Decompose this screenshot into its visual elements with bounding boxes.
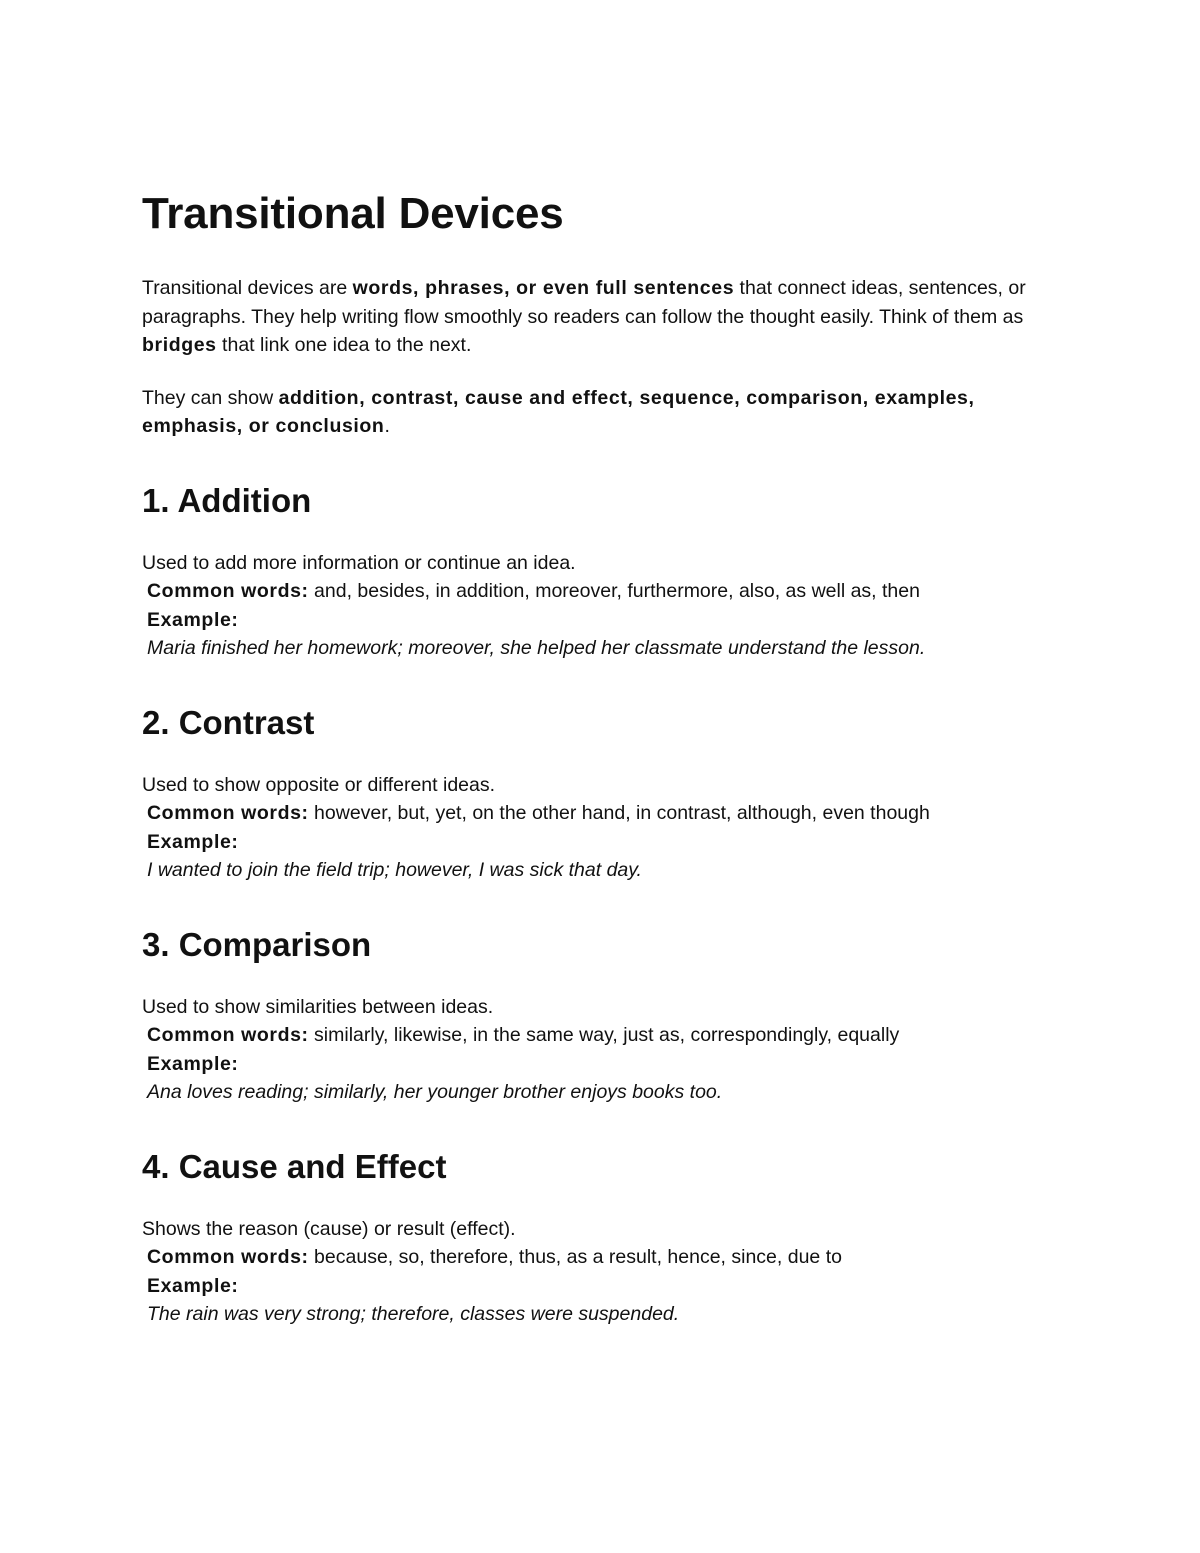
common-words-label: Common words: (147, 802, 309, 824)
functions-text: . (384, 415, 390, 437)
intro-bold-text: words, phrases, or even full sentences (352, 277, 735, 299)
section-heading: 1. Addition (142, 481, 312, 519)
example-sentence: The rain was very strong; therefore, classes were suspended. (147, 1303, 680, 1325)
example-label-line (142, 606, 1042, 635)
intro-bold-text: bridges (142, 334, 217, 356)
example-label: Example: (147, 1052, 239, 1075)
common-words-line (142, 577, 1042, 606)
example-sentence: Ana loves reading; similarly, her younger brother enjoys books too. (147, 1081, 723, 1103)
common-words-line (142, 1021, 1042, 1050)
section-addition (142, 479, 1042, 663)
intro-text: that link one idea to the next. (216, 334, 472, 356)
common-words-list: however, but, yet, on the other hand, in contrast, although, even though (308, 802, 930, 824)
functions-text: They can show (142, 386, 279, 409)
section-heading: 4. Cause and Effect (142, 1147, 447, 1185)
example-label: Example: (147, 830, 239, 853)
example-label-line (142, 1050, 1042, 1079)
common-words-line (142, 799, 1042, 828)
example-label: Example: (147, 608, 239, 631)
section-description: Shows the reason (cause) or result (effect). (142, 1217, 516, 1240)
example-sentence: I wanted to join the field trip; however, I was sick that day. (147, 859, 642, 881)
intro-text: Transitional devices are (142, 277, 353, 299)
section-contrast (142, 701, 1042, 885)
page-title: Transitional Devices (142, 189, 564, 238)
functions-paragraph (142, 384, 1042, 441)
intro-text: that connect ideas, sentences, or paragraphs. They help writing flow smoothly so readers can follow the thought easily. Think of them as (142, 277, 1026, 328)
common-words-list: because, so, therefore, thus, as a result, hence, since, due to (308, 1246, 842, 1268)
section-comparison (142, 923, 1042, 1107)
example-label-line (142, 828, 1042, 857)
example-sentence: Maria finished her homework; moreover, she helped her classmate understand the lesson. (147, 637, 926, 659)
document-page (142, 188, 1042, 1329)
intro-paragraph (142, 274, 1042, 360)
section-cause-and-effect (142, 1145, 1042, 1329)
common-words-label: Common words: (147, 1024, 309, 1046)
example-label: Example: (147, 1274, 239, 1297)
functions-bold-text: addition, contrast, cause and effect, sequence, comparison, examples, emphasis, or conclusion (142, 386, 975, 437)
common-words-label: Common words: (147, 1246, 309, 1268)
common-words-label: Common words: (147, 580, 309, 602)
section-description: Used to show similarities between ideas. (142, 995, 494, 1018)
common-words-line (142, 1243, 1042, 1272)
section-heading: 2. Contrast (142, 703, 315, 741)
common-words-list: and, besides, in addition, moreover, furthermore, also, as well as, then (308, 580, 920, 602)
section-description: Used to show opposite or different ideas. (142, 773, 496, 796)
section-heading: 3. Comparison (142, 925, 372, 963)
common-words-list: similarly, likewise, in the same way, just as, correspondingly, equally (308, 1024, 900, 1046)
section-description: Used to add more information or continue an idea. (142, 551, 576, 574)
example-label-line (142, 1272, 1042, 1301)
